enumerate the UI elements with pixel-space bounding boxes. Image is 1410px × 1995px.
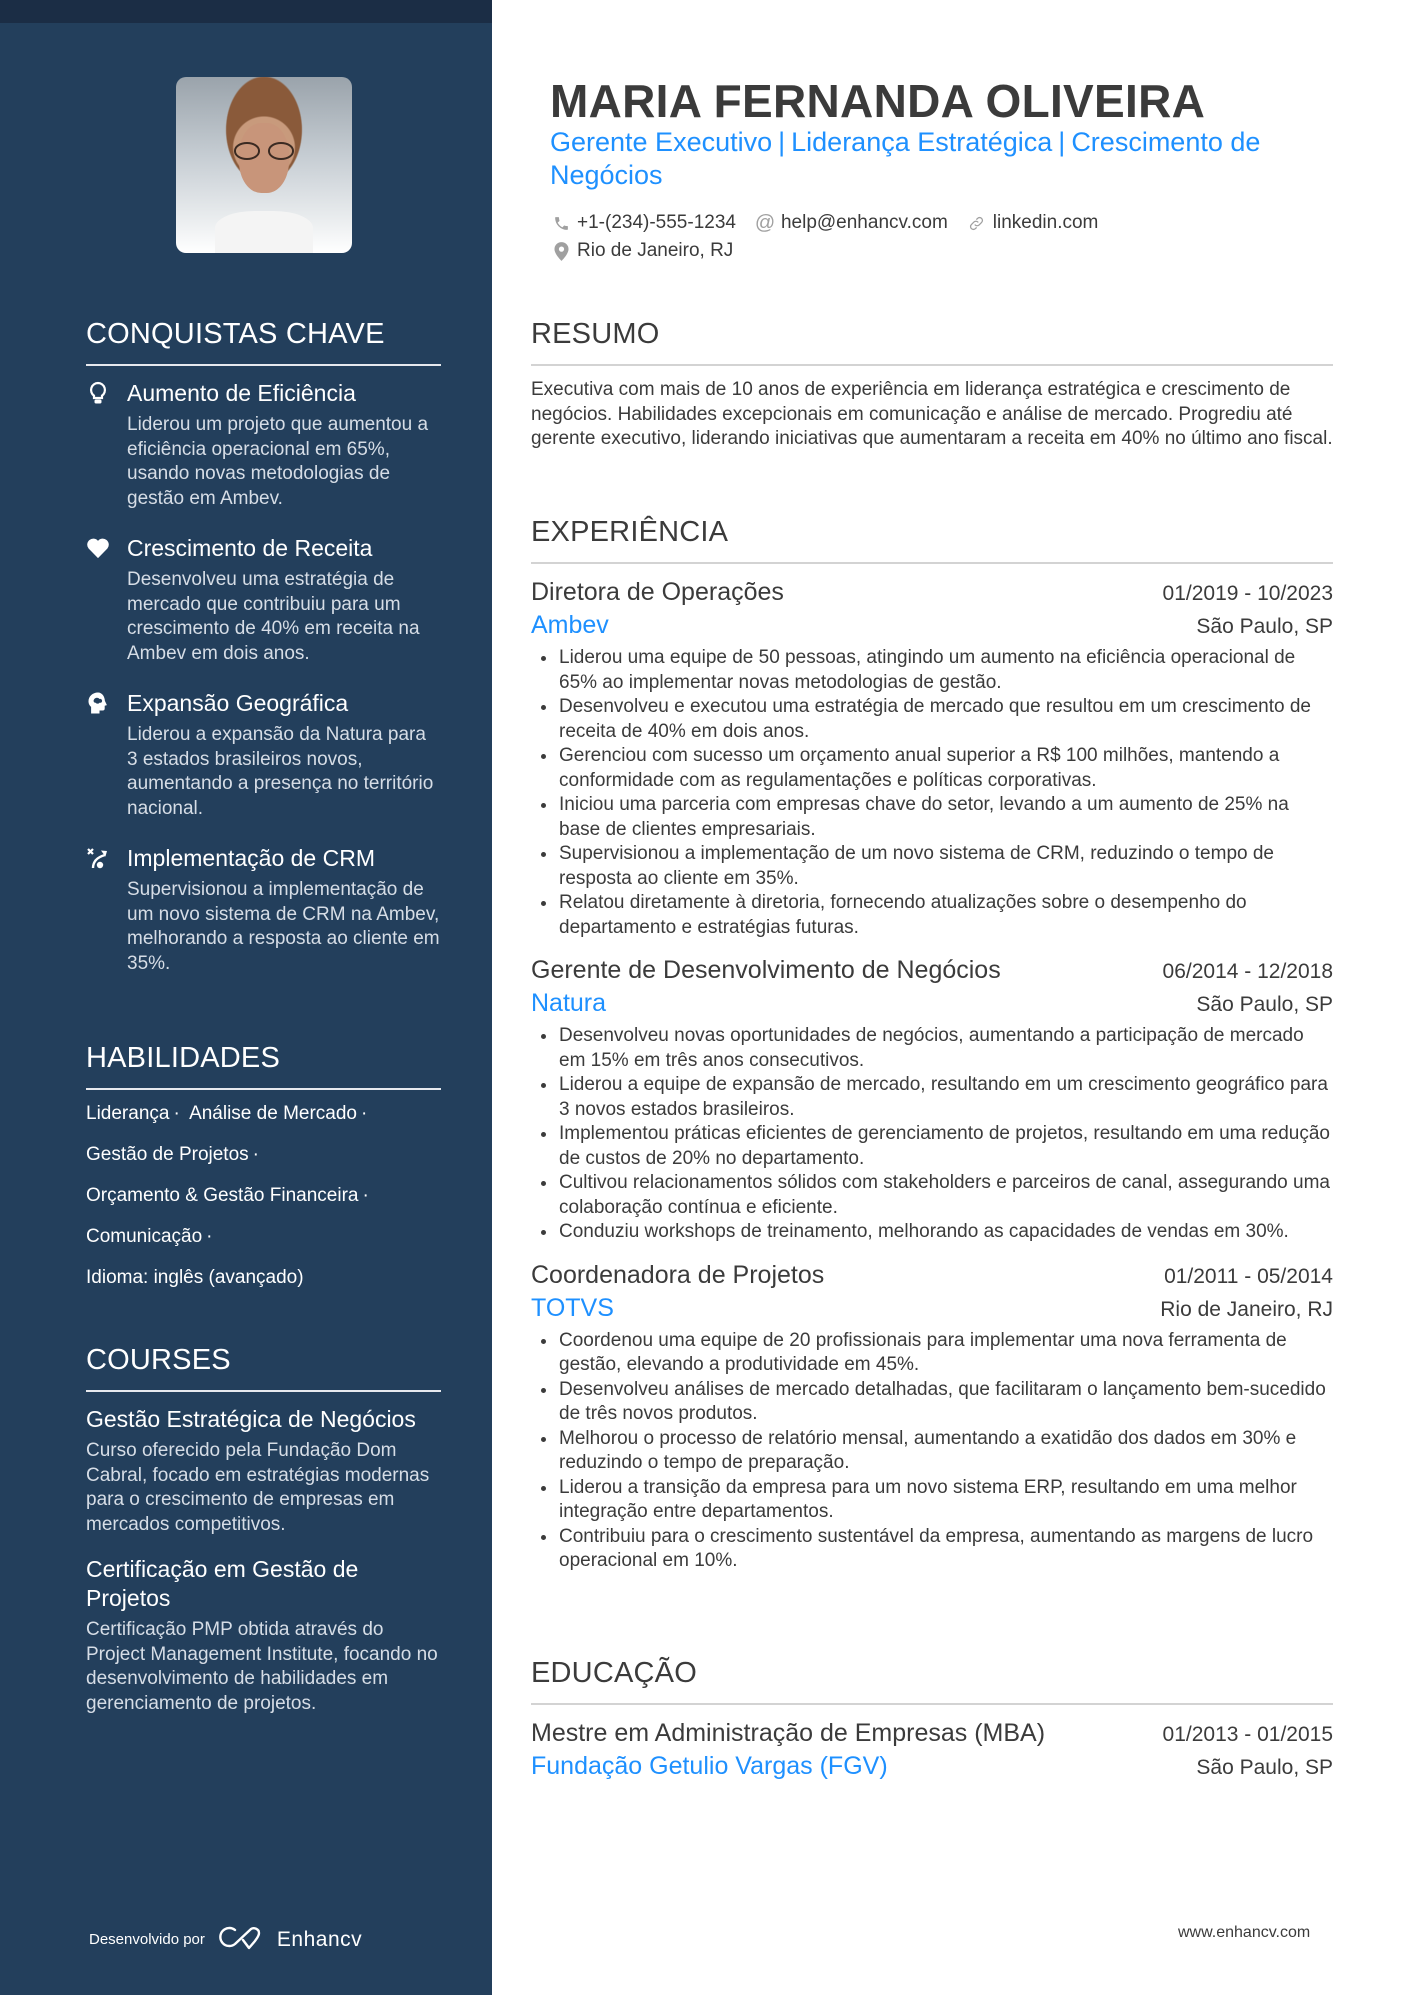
- achievements-heading: CONQUISTAS CHAVE: [86, 318, 385, 350]
- section-divider: [86, 1088, 441, 1090]
- achievement-item: [86, 378, 441, 511]
- achievement-item: [86, 533, 441, 666]
- skill-item: Análise de Mercado: [189, 1103, 357, 1124]
- skill-item: Liderança: [86, 1103, 170, 1124]
- achievement-title: Aumento de Eficiência: [127, 380, 356, 406]
- headline-separator: |: [778, 127, 786, 157]
- photo-glasses: [234, 142, 294, 160]
- job-entry: [531, 1259, 1333, 1574]
- school-name[interactable]: Fundação Getulio Vargas (FGV): [531, 1752, 888, 1780]
- summary-section: [531, 316, 1333, 452]
- job-location: São Paulo, SP: [1196, 615, 1333, 638]
- job-entry: [531, 576, 1333, 940]
- courses-section: [86, 1342, 441, 1716]
- contact-location: [552, 240, 733, 262]
- job-bullet: Cultivou relacionamentos sólidos com stakeholders e parceiros de canal, assegurando uma colaboração contínua e eficiente.: [531, 1171, 1333, 1220]
- skills-list: [86, 1102, 441, 1290]
- section-divider: [531, 364, 1333, 366]
- skills-section: [86, 1040, 441, 1290]
- location-text: Rio de Janeiro, RJ: [577, 240, 734, 261]
- skill-item: Gestão de Projetos: [86, 1144, 249, 1165]
- job-company[interactable]: Natura: [531, 989, 607, 1017]
- job-bullets: [531, 646, 1333, 940]
- lightbulb-icon: [86, 381, 110, 405]
- section-divider: [531, 1703, 1333, 1705]
- experience-section: [531, 514, 1333, 1574]
- education-entry: [531, 1717, 1333, 1783]
- phone-icon: [552, 214, 570, 232]
- skill-separator: ·: [252, 1144, 259, 1165]
- education-location: São Paulo, SP: [1196, 1756, 1333, 1779]
- course-item: [86, 1405, 441, 1537]
- contact-email[interactable]: [756, 212, 948, 234]
- job-company[interactable]: TOTVS: [531, 1293, 614, 1322]
- course-description: Certificação PMP obtida através do Project Management Institute, focando no desenvolvimento de habilidades em gerenciamento de projetos.: [86, 1619, 438, 1714]
- skills-heading: HABILIDADES: [86, 1042, 280, 1074]
- job-bullet: Desenvolveu novas oportunidades de negócios, aumentando a participação de mercado em 15% em três anos consecutivos.: [531, 1024, 1333, 1073]
- photo-shirt: [215, 211, 314, 253]
- skill-line: [86, 1225, 441, 1249]
- job-bullet: Implementou práticas eficientes de gerenciamento de projetos, resultando em uma redução de custos de 20% no departamento.: [531, 1122, 1333, 1171]
- skill-item: Orçamento & Gestão Financeira: [86, 1185, 359, 1206]
- job-bullet: Desenvolveu e executou uma estratégia de mercado que resultou em um crescimento de receita de 40% em dois anos.: [531, 695, 1333, 744]
- achievement-title: Expansão Geográfica: [127, 690, 349, 716]
- skill-separator: ·: [173, 1103, 180, 1124]
- contact-phone[interactable]: [552, 212, 736, 234]
- degree-title: Mestre em Administração de Empresas (MBA): [531, 1719, 1046, 1747]
- job-bullets: [531, 1329, 1333, 1574]
- skill-separator: ·: [362, 1185, 369, 1206]
- job-company[interactable]: Ambev: [531, 611, 609, 639]
- headline-part: Gerente Executivo: [550, 127, 773, 157]
- job-bullet: Liderou uma equipe de 50 pessoas, atingindo um aumento na eficiência operacional de 65% ao implementar novas metodologias de gestão.: [531, 646, 1333, 695]
- job-dates: 06/2014 - 12/2018: [1162, 960, 1333, 983]
- email-text: help@enhancv.com: [780, 212, 948, 233]
- achievement-item: [86, 688, 441, 821]
- link-icon: [968, 214, 986, 232]
- powered-by-brand[interactable]: Enhancv: [276, 1927, 363, 1951]
- skill-line: [86, 1184, 441, 1208]
- skill-line: [86, 1143, 441, 1167]
- enhancv-logo-icon[interactable]: [217, 1924, 265, 1955]
- job-entry: [531, 954, 1333, 1245]
- job-bullet: Contribuiu para o crescimento sustentável da empresa, aumentando as margens de lucro operacional em 10%.: [531, 1525, 1333, 1574]
- job-bullets: [531, 1024, 1333, 1245]
- education-dates: 01/2013 - 01/2015: [1162, 1723, 1333, 1746]
- profile-photo: [176, 77, 352, 253]
- summary-heading: RESUMO: [531, 318, 660, 350]
- course-item: [86, 1555, 441, 1716]
- section-divider: [531, 562, 1333, 564]
- course-description: Curso oferecido pela Fundação Dom Cabral, focado em estratégias modernas para o crescimento de empresas em mercados competitivos.: [86, 1440, 430, 1535]
- footer-url[interactable]: www.enhancv.com: [1178, 1924, 1311, 1941]
- job-title: Gerente de Desenvolvimento de Negócios: [531, 956, 1001, 984]
- job-bullet: Liderou a transição da empresa para um novo sistema ERP, resultando em uma melhor integração entre departamentos.: [531, 1476, 1333, 1525]
- job-location: Rio de Janeiro, RJ: [1160, 1297, 1333, 1321]
- achievement-title: Implementação de CRM: [127, 845, 375, 871]
- skill-item: Comunicação: [86, 1226, 203, 1247]
- summary-text: Executiva com mais de 10 anos de experiência em liderança estratégica e crescimento de negócios. Habilidades excepcionais em comunicação e análise de mercado. Progrediu até gerente executivo, liderando iniciativas que aumentaram a receita em 40% no último ano fiscal.: [531, 379, 1333, 449]
- head-brain-icon: [86, 691, 110, 715]
- course-title: Certificação em Gestão de Projetos: [86, 1556, 359, 1611]
- job-bullet: Conduziu workshops de treinamento, melhorando as capacidades de vendas em 30%.: [531, 1220, 1333, 1245]
- contact-website[interactable]: [968, 212, 1099, 234]
- skill-line: [86, 1266, 441, 1290]
- skill-separator: ·: [361, 1103, 368, 1124]
- job-dates: 01/2011 - 05/2014: [1164, 1264, 1333, 1288]
- job-bullet: Desenvolveu análises de mercado detalhadas, que facilitaram o lançamento bem-sucedido de três novos produtos.: [531, 1378, 1333, 1427]
- skill-item: Idioma: inglês (avançado): [86, 1267, 304, 1288]
- sidebar-top-band: [0, 0, 492, 23]
- job-dates: 01/2019 - 10/2023: [1162, 582, 1333, 605]
- course-title: Gestão Estratégica de Negócios: [86, 1406, 416, 1432]
- job-bullet: Coordenou uma equipe de 20 profissionais para implementar uma nova ferramenta de gestão, elevando a produtividade em 45%.: [531, 1329, 1333, 1378]
- job-bullet: Liderou a equipe de expansão de mercado, resultando em um crescimento geográfico para 3 novos estados brasileiros.: [531, 1073, 1333, 1122]
- job-bullet: Gerenciou com sucesso um orçamento anual superior a R$ 100 milhões, mantendo a conformidade com as regulamentações e políticas corporativas.: [531, 744, 1333, 793]
- website-text: linkedin.com: [992, 212, 1099, 233]
- education-section: [531, 1655, 1333, 1783]
- job-title: Diretora de Operações: [531, 578, 784, 606]
- location-pin-icon: [552, 242, 570, 260]
- headline: [550, 126, 1340, 192]
- job-bullet: Iniciou uma parceria com empresas chave do setor, levando a um aumento de 25% na base de clientes empresariais.: [531, 793, 1333, 842]
- section-divider: [86, 364, 441, 366]
- phone-text: +1-(234)-555-1234: [577, 212, 736, 233]
- achievements-section: [86, 316, 441, 976]
- sidebar: [0, 0, 492, 1995]
- contact-info: [552, 209, 1332, 265]
- section-divider: [86, 1390, 441, 1392]
- education-heading: EDUCAÇÃO: [531, 1657, 697, 1689]
- job-location: São Paulo, SP: [1196, 993, 1333, 1016]
- achievement-description: Desenvolveu uma estratégia de mercado que contribuiu para um crescimento de 40% em receita na Ambev em dois anos.: [127, 569, 420, 664]
- headline-part: Liderança Estratégica: [791, 127, 1053, 157]
- at-sign-icon: @: [754, 212, 776, 234]
- experience-heading: EXPERIÊNCIA: [531, 516, 729, 548]
- achievement-description: Supervisionou a implementação de um novo sistema de CRM na Ambev, melhorando a resposta ao cliente em 35%.: [127, 879, 440, 974]
- headline-part: Crescimento de Negócios: [550, 127, 1261, 190]
- headline-separator: |: [1058, 127, 1066, 157]
- job-bullet: Relatou diretamente à diretoria, fornecendo atualizações sobre o desempenho do departamento e estratégias futuras.: [531, 891, 1333, 940]
- job-bullet: Melhorou o processo de relatório mensal, aumentando a exatidão dos dados em 30% e reduzindo o tempo de preparação.: [531, 1427, 1333, 1476]
- achievement-title: Crescimento de Receita: [127, 535, 373, 561]
- courses-heading: COURSES: [86, 1344, 231, 1376]
- candidate-name: MARIA FERNANDA OLIVEIRA: [550, 75, 1206, 127]
- achievement-item: [86, 843, 441, 976]
- skill-separator: ·: [206, 1226, 213, 1247]
- powered-by-label: Desenvolvido por: [89, 1931, 205, 1948]
- heart-icon: [86, 536, 110, 560]
- job-title: Coordenadora de Projetos: [531, 1260, 825, 1289]
- powered-by: [89, 1924, 362, 1955]
- achievement-description: Liderou um projeto que aumentou a eficiência operacional em 65%, usando novas metodologias de gestão em Ambev.: [127, 414, 429, 509]
- achievement-description: Liderou a expansão da Natura para 3 estados brasileiros novos, aumentando a presença no território nacional.: [127, 724, 434, 819]
- job-bullet: Supervisionou a implementação de um novo sistema de CRM, reduzindo o tempo de resposta ao cliente em 35%.: [531, 842, 1333, 891]
- skill-line: [86, 1102, 441, 1126]
- strategy-route-icon: [86, 846, 110, 870]
